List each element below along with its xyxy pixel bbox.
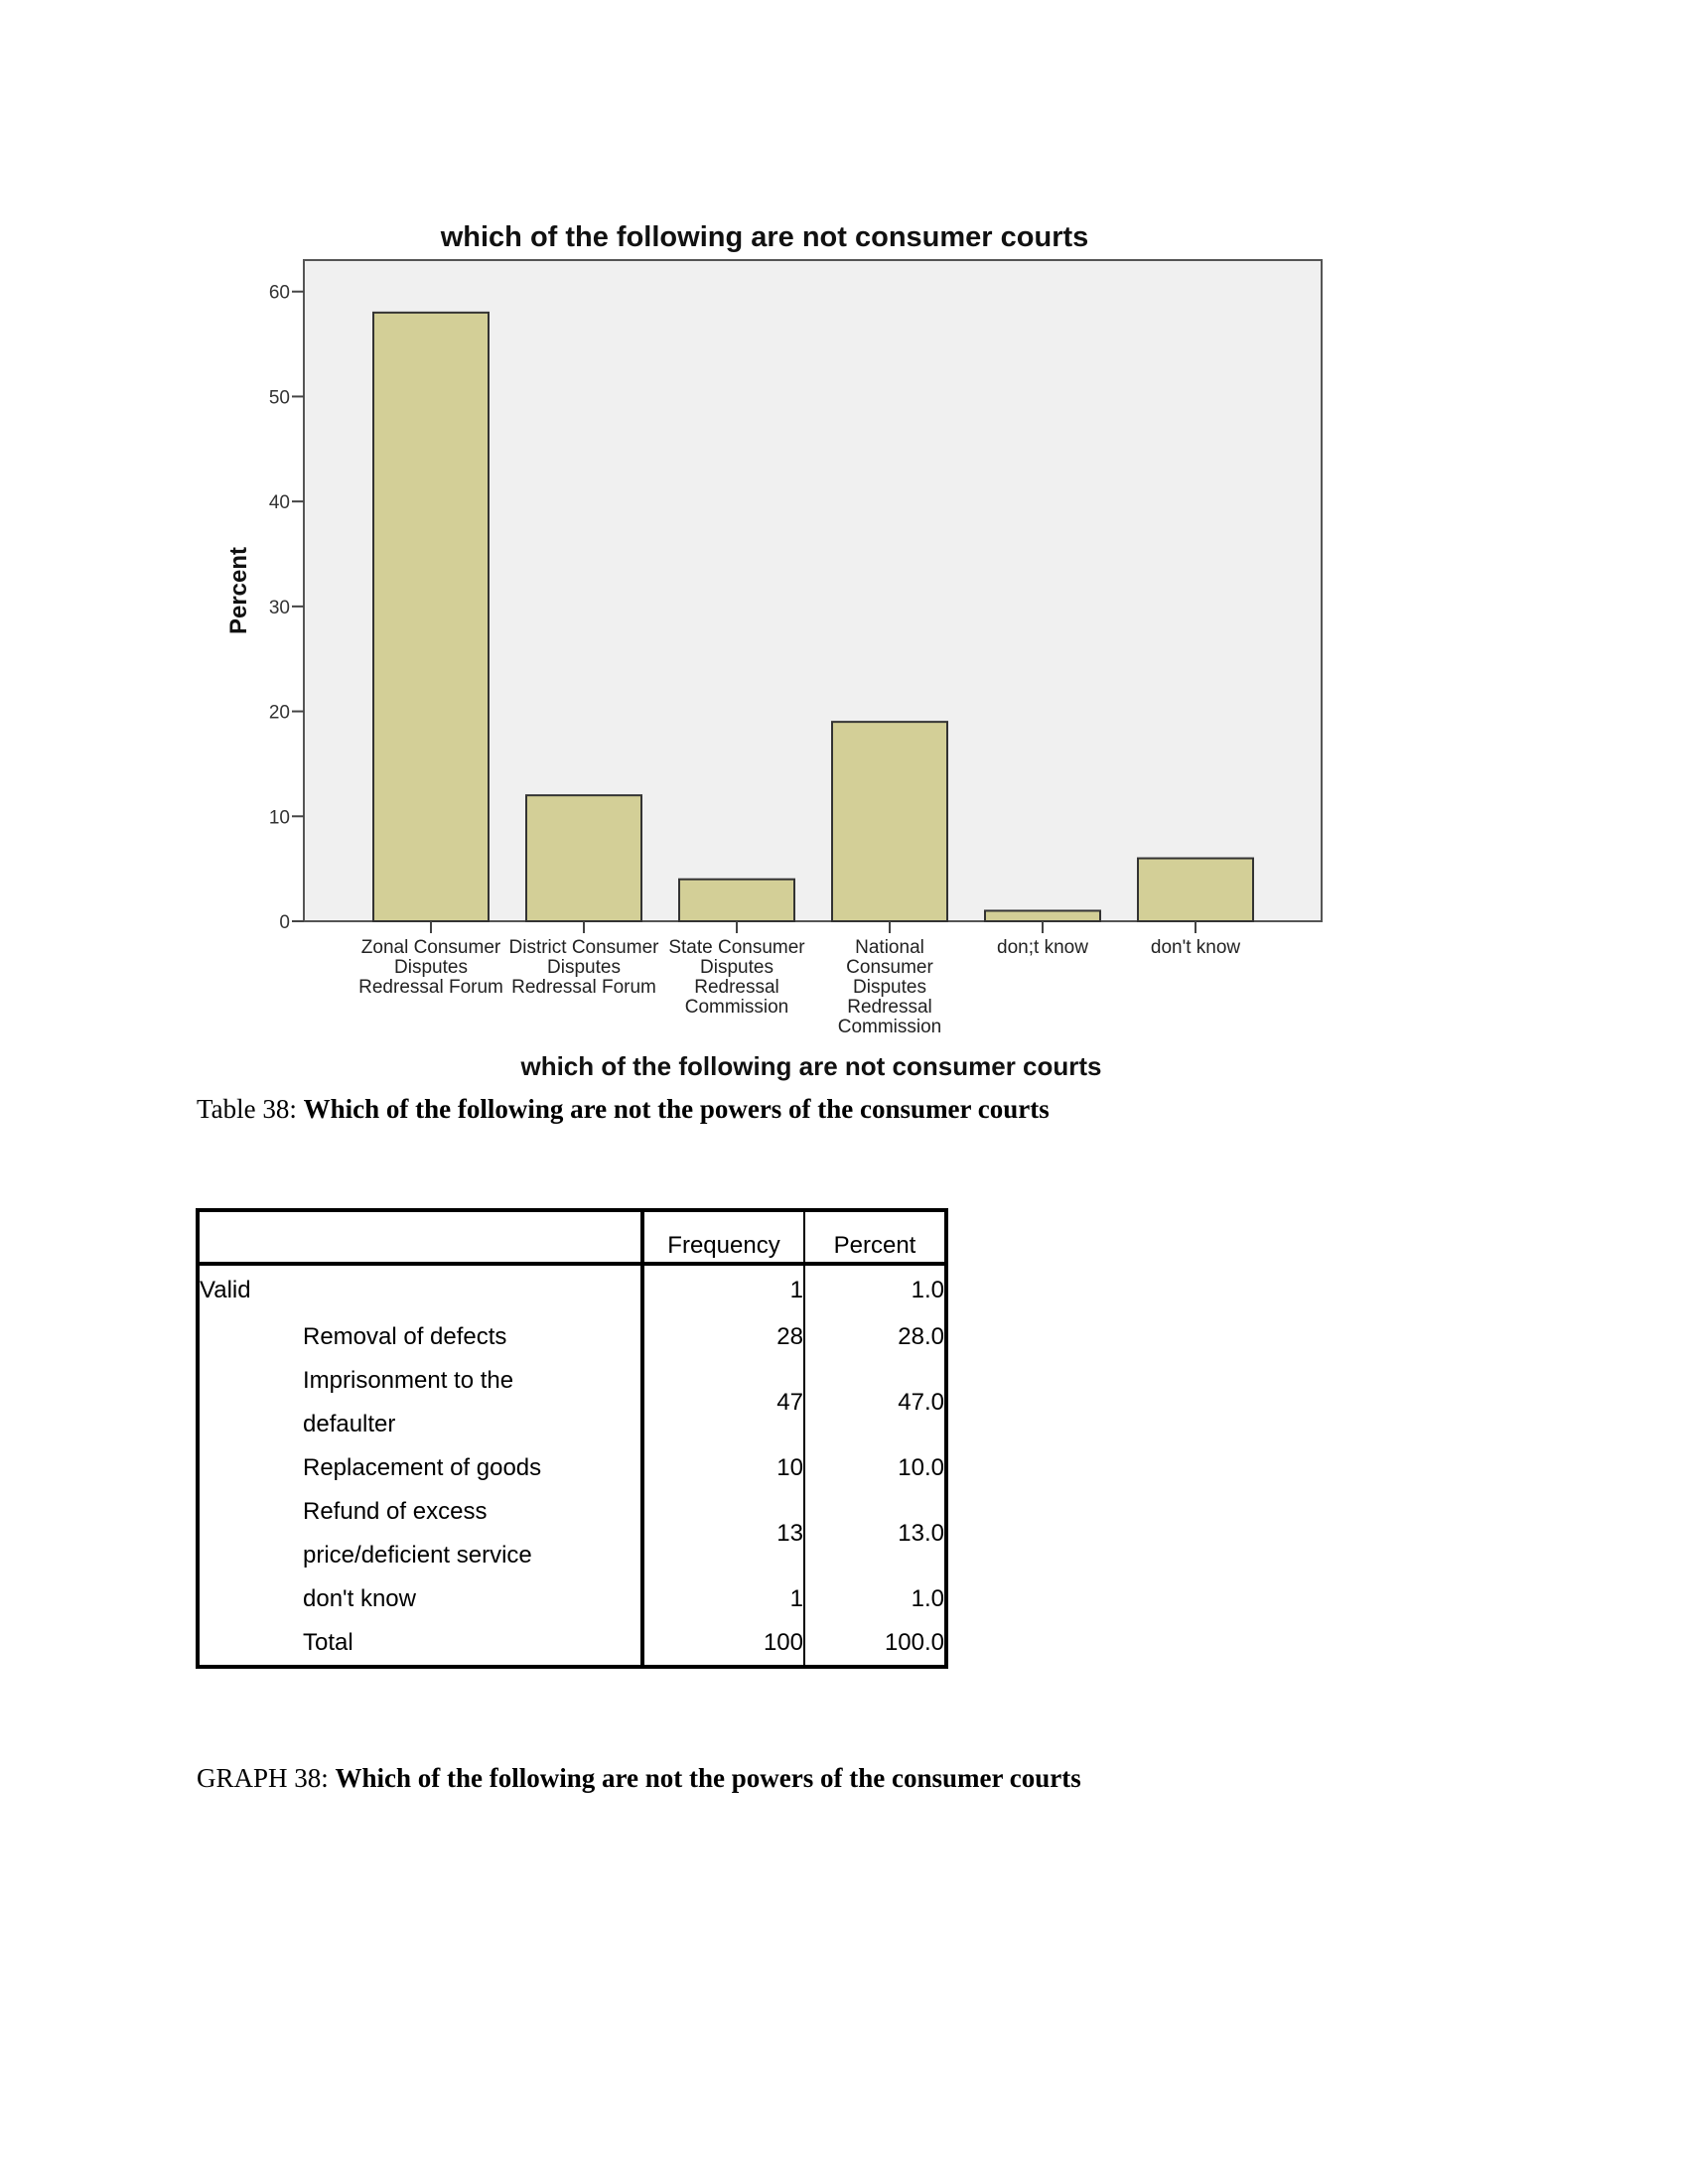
table-row (198, 1264, 946, 1315)
graph-caption-title: Which of the following are not the powers of the consumer courts (335, 1763, 1081, 1793)
y-axis-label: Percent (225, 546, 252, 635)
row-label-line: defaulter (303, 1411, 396, 1437)
row-label-line: Refund of excess (303, 1498, 488, 1525)
table-header-row (198, 1210, 946, 1264)
row-percent: 28.0 (898, 1323, 944, 1350)
bar (373, 313, 489, 921)
row-percent: 1.0 (911, 1585, 944, 1612)
row-percent: 10.0 (898, 1454, 944, 1481)
x-tick-label: District Consumer (508, 937, 659, 958)
x-tick-label: Disputes (853, 977, 926, 998)
total-frequency: 100 (642, 1621, 804, 1667)
row-frequency: 28 (642, 1315, 804, 1359)
bar (526, 795, 641, 921)
x-axis (358, 921, 1240, 1037)
chart-title: which of the following are not consumer courts (440, 221, 1089, 253)
x-tick-label: Consumer (846, 957, 933, 978)
total-percent: 100.0 (884, 1629, 944, 1656)
table-caption (197, 1094, 1050, 1125)
row-percent: 1.0 (911, 1277, 944, 1303)
x-tick-label: Disputes (547, 957, 621, 978)
x-tick-label: Zonal Consumer (360, 937, 501, 958)
row-label (303, 1264, 642, 1315)
table-caption-title: Which of the following are not the powers of the consumer courts (303, 1094, 1050, 1124)
bar (679, 880, 794, 921)
header-percent: Percent (804, 1210, 946, 1264)
table-row-total (198, 1621, 946, 1667)
table-row (198, 1315, 946, 1359)
y-tick-label: 30 (268, 597, 290, 618)
y-tick-label: 40 (268, 492, 290, 514)
header-blank-2 (303, 1210, 642, 1264)
x-tick-label: Redressal (847, 997, 932, 1018)
x-tick-label: Redressal Forum (358, 977, 503, 998)
x-axis-label: which of the following are not consumer courts (520, 1051, 1102, 1081)
total-label: Total (303, 1629, 353, 1656)
y-tick-label: 10 (268, 807, 290, 829)
y-tick-label: 20 (268, 702, 290, 724)
bar (1138, 859, 1253, 921)
x-tick-label: National (855, 937, 924, 958)
row-frequency: 1 (642, 1577, 804, 1621)
y-tick-label: 50 (268, 387, 290, 409)
row-label: Replacement of goods (303, 1454, 542, 1481)
table-row (198, 1446, 946, 1490)
x-tick-label: Commission (837, 1017, 942, 1037)
y-tick-label: 60 (268, 282, 290, 304)
header-blank-1 (198, 1210, 303, 1264)
row-label-line: price/deficient service (303, 1542, 532, 1569)
frequency-table (196, 1208, 948, 1669)
x-tick-label: Commission (684, 997, 789, 1018)
row-label (303, 1490, 642, 1577)
y-axis (269, 283, 304, 933)
x-tick-label: State Consumer (668, 937, 805, 958)
bar (832, 722, 947, 921)
graph-caption (197, 1763, 1081, 1794)
row-frequency: 47 (642, 1359, 804, 1446)
header-frequency: Frequency (642, 1210, 804, 1264)
x-tick-label: Redressal Forum (511, 977, 656, 998)
row-frequency: 1 (642, 1264, 804, 1315)
row-percent: 13.0 (898, 1520, 944, 1547)
row-label (303, 1359, 642, 1446)
table-row (198, 1490, 946, 1577)
row-label: Removal of defects (303, 1323, 507, 1350)
y-tick-label: 0 (279, 912, 290, 933)
row-frequency: 13 (642, 1490, 804, 1577)
x-tick-label: Disputes (394, 957, 468, 978)
graph-caption-prefix: GRAPH 38: (197, 1763, 329, 1793)
bar (985, 910, 1100, 921)
row-label: don't know (303, 1585, 416, 1612)
group-label: Valid (200, 1277, 251, 1303)
table-caption-prefix: Table 38: (197, 1094, 297, 1124)
table-row (198, 1359, 946, 1446)
row-percent: 47.0 (898, 1389, 944, 1416)
row-label-line: Imprisonment to the (303, 1367, 514, 1394)
table-row (198, 1577, 946, 1621)
x-tick-label: Redressal (694, 977, 779, 998)
x-tick-label: Disputes (700, 957, 774, 978)
x-tick-label: don't know (1150, 937, 1241, 958)
row-frequency: 10 (642, 1446, 804, 1490)
x-tick-label: don;t know (997, 937, 1088, 958)
